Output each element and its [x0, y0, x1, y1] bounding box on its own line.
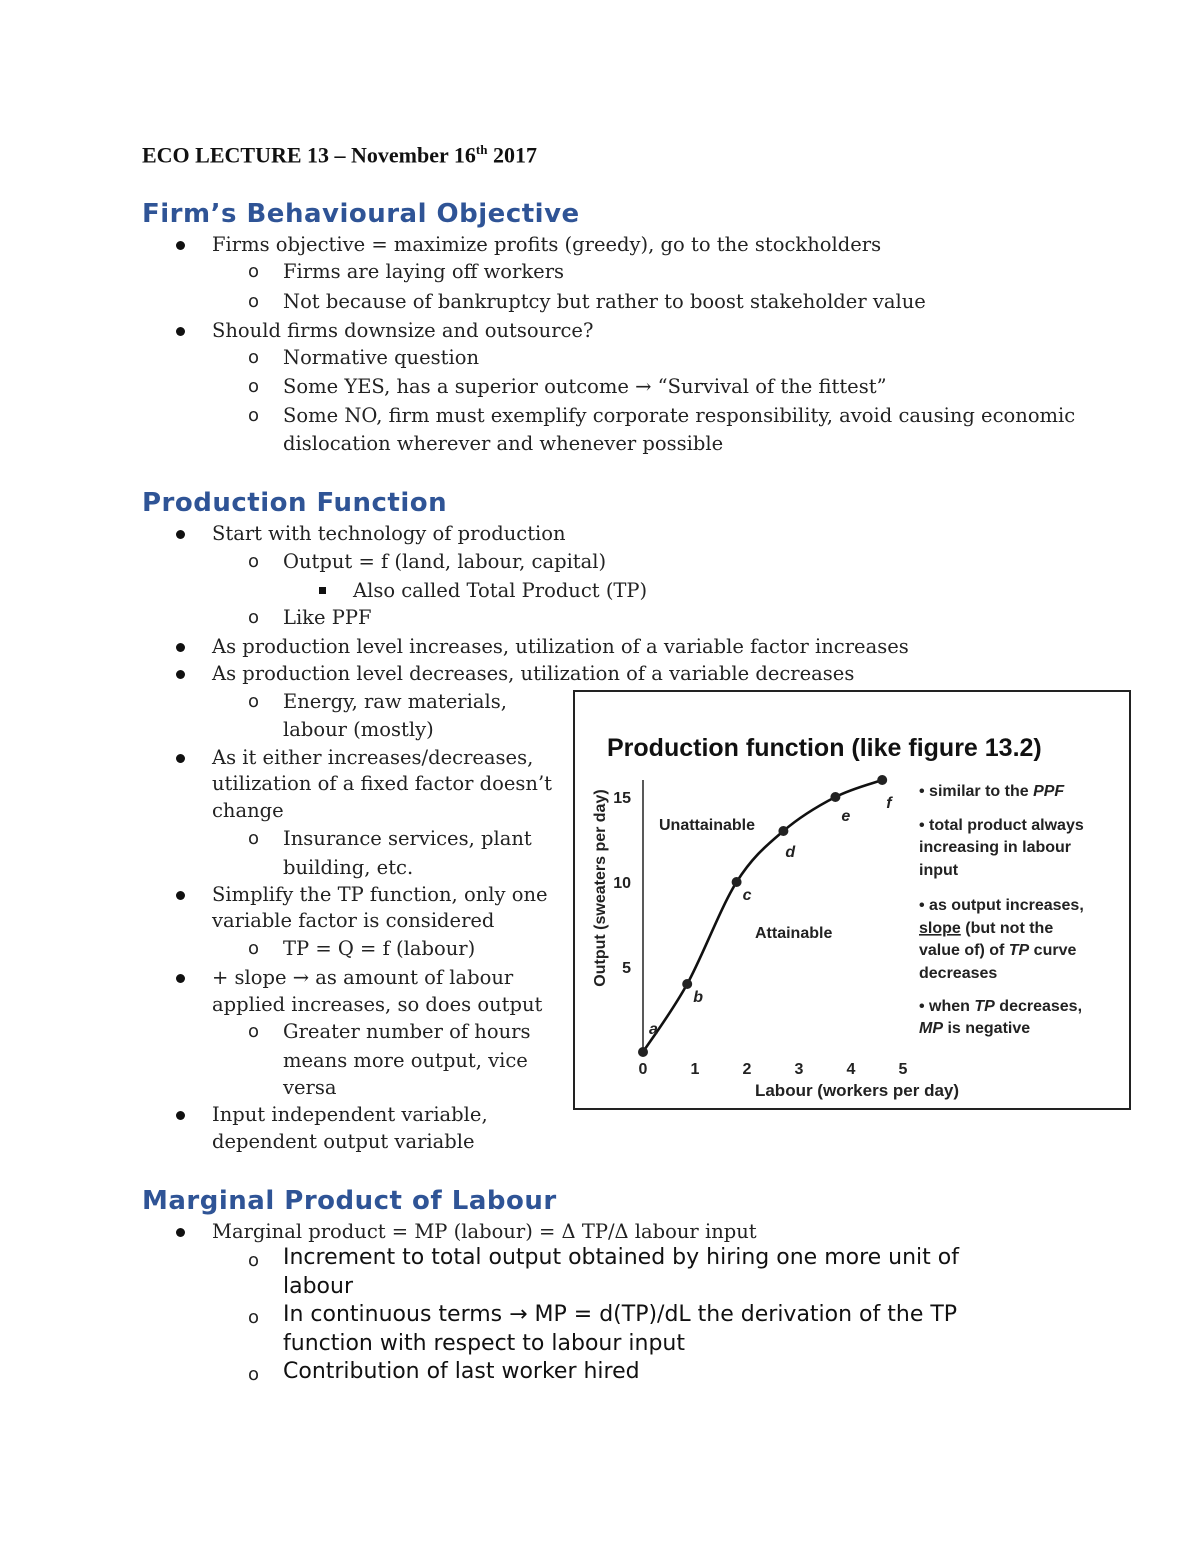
y-tick-label: 5	[622, 960, 631, 977]
region-unattainable: Unattainable	[659, 817, 756, 834]
text-line: Like PPF	[283, 606, 372, 629]
text-line: Should firms downsize and outsource?	[212, 319, 594, 342]
point-a	[638, 1047, 648, 1057]
circle-bullet-icon: o	[248, 376, 260, 397]
circle-bullet-icon: o	[248, 938, 260, 959]
bullet-icon	[176, 754, 185, 763]
chart-ylabel: Output (sweaters per day)	[592, 789, 609, 987]
note-slope: decreases	[919, 965, 998, 982]
text-line: versa	[283, 1076, 337, 1099]
x-tick-label: 2	[742, 1061, 752, 1078]
text-line: applied increases, so does output	[212, 993, 543, 1016]
text-line: TP = Q = f (labour)	[283, 937, 476, 960]
text-line: + slope → as amount of labour	[212, 966, 514, 989]
circle-bullet-icon: o	[248, 1307, 260, 1328]
title-main: ECO LECTURE 13 – November 16	[142, 142, 476, 168]
text-line: Increment to total output obtained by hiring one more unit of	[283, 1245, 959, 1270]
text-line: Start with technology of production	[212, 522, 566, 545]
x-tick-label: 5	[898, 1061, 908, 1078]
text-line: As production level decreases, utilization of a variable decreases	[212, 662, 855, 685]
point-label-a: a	[649, 1021, 658, 1038]
heading-firms-objective: Firm’s Behavioural Objective	[142, 199, 580, 229]
text-line: Marginal product = MP (labour) = Δ TP/Δ labour input	[212, 1220, 757, 1243]
text-line: In continuous terms → MP = d(TP)/dL the derivation of the TP	[283, 1302, 958, 1327]
x-tick-label: 4	[846, 1061, 856, 1078]
note-ppf: • similar to the PPF	[919, 783, 1065, 800]
circle-bullet-icon: o	[248, 1250, 260, 1271]
point-c	[732, 877, 742, 887]
text-line: Insurance services, plant	[283, 827, 532, 850]
bullet-icon	[176, 327, 185, 336]
heading-production-function: Production Function	[142, 488, 448, 518]
text-line: As production level increases, utilization of a variable factor increases	[212, 635, 909, 658]
point-d	[778, 826, 788, 836]
text-line: dependent output variable	[212, 1130, 475, 1153]
circle-bullet-icon: o	[248, 347, 260, 368]
note-mp: • when TP decreases,	[919, 998, 1083, 1015]
note-slope: value of) of TP curve	[919, 942, 1077, 959]
note-mp: MP is negative	[919, 1020, 1031, 1037]
production-function-chart	[575, 692, 1129, 1108]
point-e	[830, 792, 840, 802]
square-bullet-icon	[319, 587, 326, 594]
circle-bullet-icon: o	[248, 405, 260, 426]
circle-bullet-icon: o	[248, 291, 260, 312]
note-total-product: increasing in labour	[919, 839, 1072, 856]
point-b	[682, 979, 692, 989]
y-tick-label: 10	[613, 875, 631, 892]
text-line: Input independent variable,	[212, 1103, 488, 1126]
text-line: Simplify the TP function, only one	[212, 883, 548, 906]
heading-marginal-product: Marginal Product of Labour	[142, 1186, 557, 1216]
production-function-figure	[573, 690, 1131, 1110]
lecture-title	[142, 142, 537, 168]
text-line: Firms objective = maximize profits (greedy), go to the stockholders	[212, 233, 882, 256]
text-line: Energy, raw materials,	[283, 690, 507, 713]
text-line: variable factor is considered	[212, 909, 495, 932]
point-label-b: b	[693, 989, 703, 1006]
bullet-icon	[176, 670, 185, 679]
point-label-c: c	[742, 887, 752, 904]
x-tick-label: 3	[794, 1061, 804, 1078]
text-line: Some NO, firm must exemplify corporate responsibility, avoid causing economic	[283, 404, 1076, 427]
text-line: As it either increases/decreases,	[212, 746, 534, 769]
bullet-icon	[176, 241, 185, 250]
bullet-icon	[176, 530, 185, 539]
title-sup: th	[475, 142, 488, 157]
text-line: Some YES, has a superior outcome → “Survival of the fittest”	[283, 375, 887, 398]
circle-bullet-icon: o	[248, 1364, 260, 1385]
circle-bullet-icon: o	[248, 828, 260, 849]
text-line: Also called Total Product (TP)	[353, 579, 648, 602]
circle-bullet-icon: o	[248, 607, 260, 628]
text-line: Firms are laying off workers	[283, 260, 565, 283]
text-line: Not because of bankruptcy but rather to boost stakeholder value	[283, 290, 926, 313]
text-line: dislocation wherever and whenever possible	[283, 432, 724, 455]
note-slope: slope (but not the	[919, 920, 1054, 937]
note-slope: • as output increases,	[919, 897, 1084, 914]
text-line: means more output, vice	[283, 1049, 528, 1072]
point-label-f: f	[886, 795, 892, 812]
text-line: Normative question	[283, 346, 480, 369]
chart-title: Production function (like figure 13.2)	[607, 734, 1042, 762]
text-line: function with respect to labour input	[283, 1331, 685, 1356]
text-line: Greater number of hours	[283, 1020, 531, 1043]
bullet-icon	[176, 1111, 185, 1120]
circle-bullet-icon: o	[248, 551, 260, 572]
text-line: building, etc.	[283, 856, 414, 879]
point-label-d: d	[785, 844, 796, 861]
note-total-product: input	[919, 862, 959, 879]
title-year: 2017	[487, 142, 537, 168]
bullet-icon	[176, 1228, 185, 1237]
x-tick-label: 0	[638, 1061, 648, 1078]
text-line: labour	[283, 1274, 354, 1299]
region-attainable: Attainable	[755, 925, 833, 942]
bullet-icon	[176, 643, 185, 652]
bullet-icon	[176, 974, 185, 983]
x-tick-label: 1	[690, 1061, 700, 1078]
text-line: labour (mostly)	[283, 718, 434, 741]
circle-bullet-icon: o	[248, 691, 260, 712]
point-f	[877, 775, 887, 785]
y-tick-label: 15	[613, 790, 631, 807]
text-line: Output = f (land, labour, capital)	[283, 550, 607, 573]
circle-bullet-icon: o	[248, 1021, 260, 1042]
text-line: Contribution of last worker hired	[283, 1359, 640, 1384]
circle-bullet-icon: o	[248, 261, 260, 282]
text-line: utilization of a fixed factor doesn’t	[212, 772, 553, 795]
text-line: change	[212, 799, 284, 822]
note-total-product: • total product always	[919, 817, 1084, 834]
chart-xlabel: Labour (workers per day)	[754, 1081, 960, 1100]
point-label-e: e	[841, 808, 851, 825]
bullet-icon	[176, 891, 185, 900]
